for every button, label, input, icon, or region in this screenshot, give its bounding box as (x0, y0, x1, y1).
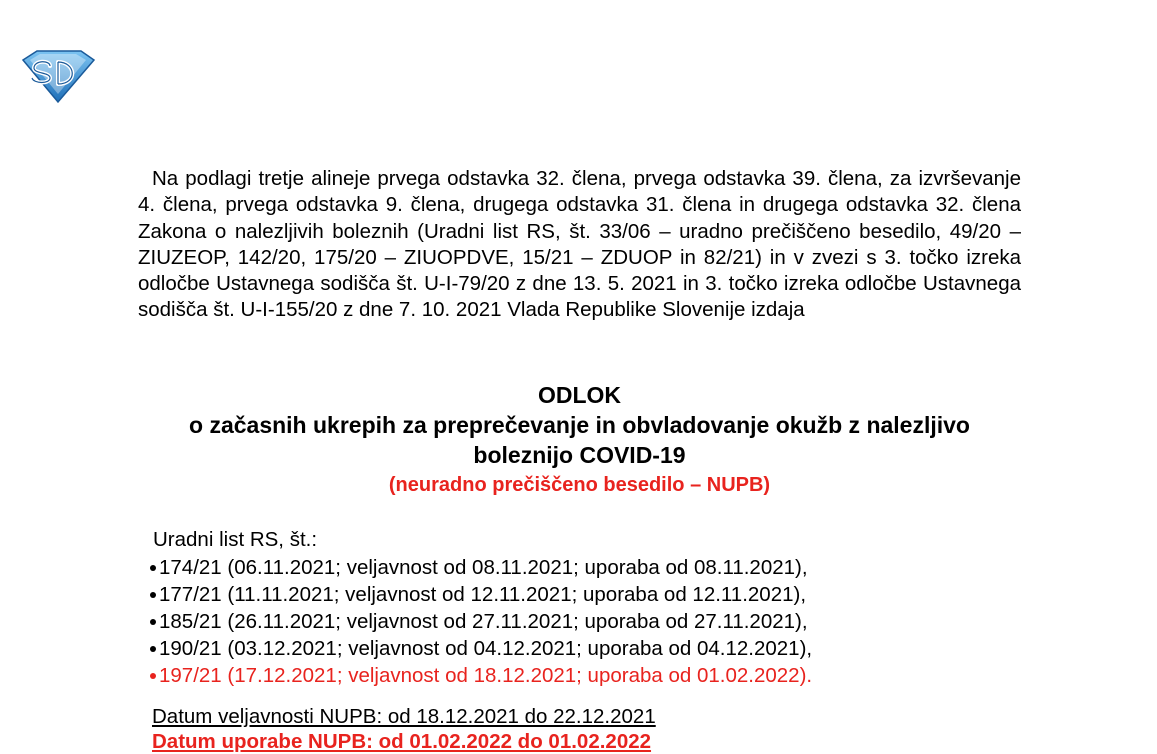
gazette-entry (150, 608, 812, 635)
gazette-entry-text: 174/21 (06.11.2021; veljavnost od 08.11.2021; uporaba od 08.11.2021), (159, 556, 808, 579)
gazette-entry (150, 635, 812, 662)
bullet-icon (150, 565, 156, 571)
gazette-entry (150, 581, 812, 608)
gazette-list (150, 554, 812, 689)
bullet-icon (150, 619, 156, 625)
nupb-usage-date: Datum uporabe NUPB: od 01.02.2022 do 01.02.2022 (152, 730, 652, 753)
gazette-entry-text: 197/21 (17.12.2021; veljavnost od 18.12.2021; uporaba od 01.02.2022). (159, 664, 813, 687)
sd-shield-logo-icon (20, 48, 96, 104)
gazette-entry-text: 190/21 (03.12.2021; veljavnost od 04.12.2021; uporaba od 04.12.2021), (159, 637, 813, 660)
nupb-note: (neuradno prečiščeno besedilo – NUPB) (388, 474, 771, 496)
document-title-block (138, 380, 1021, 500)
bullet-icon (150, 646, 156, 652)
bullet-icon (150, 673, 156, 679)
nupb-validity-date: Datum veljavnosti NUPB: od 18.12.2021 do 22.12.2021 (152, 705, 656, 728)
document-subtitle: o začasnih ukrepih za preprečevanje in obvladovanje okužb z nalezljivo boleznijo COVID-19 (189, 412, 970, 468)
gazette-entry-latest (150, 662, 812, 689)
document-title: ODLOK (537, 382, 622, 408)
gazette-entry-text: 185/21 (26.11.2021; veljavnost od 27.11.2021; uporaba od 27.11.2021), (159, 610, 808, 633)
gazette-heading: Uradni list RS, št.: (153, 528, 318, 551)
gazette-entry (150, 554, 812, 581)
gazette-entry-text: 177/21 (11.11.2021; veljavnost od 12.11.2021; uporaba od 12.11.2021), (159, 583, 807, 606)
bullet-icon (150, 592, 156, 598)
preamble-paragraph: Na podlagi tretje alineje prvega odstavka 32. člena, prvega odstavka 39. člena, za izvrševanje 4. člena, prvega odstavka 9. člena, drugega odstavka 31. člena in drugega odstavka 32. člena Zakona o nalezljivih boleznih (Uradni list RS, št. 33/06 – uradno prečiščeno besedilo, 49/20 – ZIUZEOP, 142/20, 175/20 – ZIUOPDVE, 15/21 – ZDUOP in 82/21) in v zvezi s 3. točko izreka odločbe Ustavnega sodišča št. U-I-79/20 z dne 13. 5. 2021 in 3. točko izreka odločbe Ustavnega sodišča št. U-I-155/20 z dne 7. 10. 2021 Vlada Republike Slovenije izdaja (138, 167, 1021, 322)
